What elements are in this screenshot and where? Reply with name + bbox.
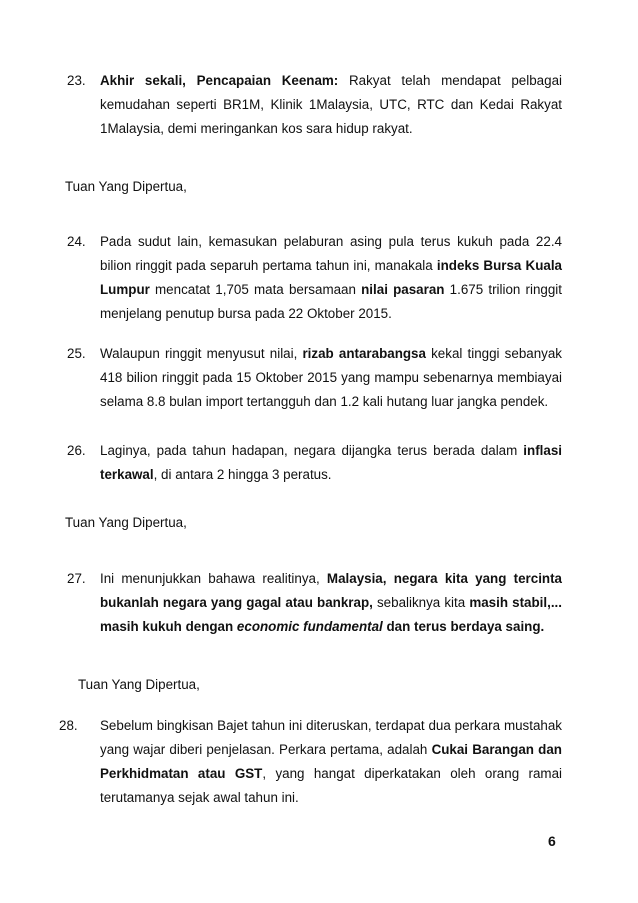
paragraph-number: 27. [67,571,86,586]
paragraph-number: 25. [67,346,86,361]
paragraph-text [100,714,562,810]
text-run: Rakyat telah mendapat pelbagai kemudahan seperti BR1M, Klinik 1Malaysia, UTC, RTC dan Kedai Rakyat 1Malaysia, demi meringankan kos sara hidup rakyat. [100,73,562,136]
bold-text-run: Cukai Barangan dan Perkhidmatan atau GST [100,742,562,781]
paragraph-text [100,342,562,414]
paragraph-number: 28. [59,718,78,733]
text-run: Walaupun ringgit menyusut nilai, [100,346,303,361]
paragraph-text [100,567,562,639]
paragraph-number: 24. [67,234,86,249]
paragraph-text [100,69,562,141]
paragraph-number: 23. [67,73,86,88]
bold-text-run: dan terus berdaya saing. [382,619,545,634]
text-run: sebaliknya kita [372,595,470,610]
text-run: 1.675 trilion ringgit menjelang penutup bursa pada 22 Oktober 2015. [100,282,563,321]
bold-text-run: masih stabil,... masih kukuh dengan [100,595,563,634]
address-tuan-yang-dipertua: Tuan Yang Dipertua, [65,179,187,194]
text-run: kekal tinggi sebanyak 418 bilion ringgit pada 15 Oktober 2015 yang mampu sebenarnya membiayai selama 8.8 bulan import tertangguh dan 1.2 kali hutang luar jangka pendek. [100,346,562,409]
text-run: mencatat 1,705 mata bersamaan [149,282,362,297]
paragraph-text [100,230,562,326]
text-run: , di antara 2 hingga 3 peratus. [153,467,332,482]
address-tuan-yang-dipertua: Tuan Yang Dipertua, [78,677,200,692]
text-run: Ini menunjukkan bahawa realitinya, [100,571,327,586]
text-run: Sebelum bingkisan Bajet tahun ini diteruskan, terdapat dua perkara mustahak yang wajar diberi penjelasan. Perkara pertama, adalah [100,718,562,757]
text-run: , yang hangat diperkatakan oleh orang ramai terutamanya sejak awal tahun ini. [100,766,562,805]
bold-text-run: rizab antarabangsa [302,346,426,361]
paragraph-text [100,439,562,487]
page-number: 6 [548,833,556,849]
bold-text-run: inflasi terkawal [100,443,562,482]
text-run: Laginya, pada tahun hadapan, negara dijangka terus berada dalam [100,443,524,458]
text-run: Pada sudut lain, kemasukan pelaburan asing pula terus kukuh pada 22.4 bilion ringgit pada separuh pertama tahun ini, manakala [100,234,562,273]
bold-text-run: Akhir sekali, Pencapaian Keenam: [100,73,339,88]
bold-text-run: economic fundamental [236,619,383,634]
bold-text-run: indeks Bursa Kuala Lumpur [100,258,562,297]
address-tuan-yang-dipertua: Tuan Yang Dipertua, [65,515,187,530]
paragraph-number: 26. [67,443,86,458]
bold-text-run: Malaysia, negara kita yang tercinta bukanlah negara yang gagal atau bankrap, [100,571,562,610]
bold-text-run: nilai pasaran [361,282,445,297]
